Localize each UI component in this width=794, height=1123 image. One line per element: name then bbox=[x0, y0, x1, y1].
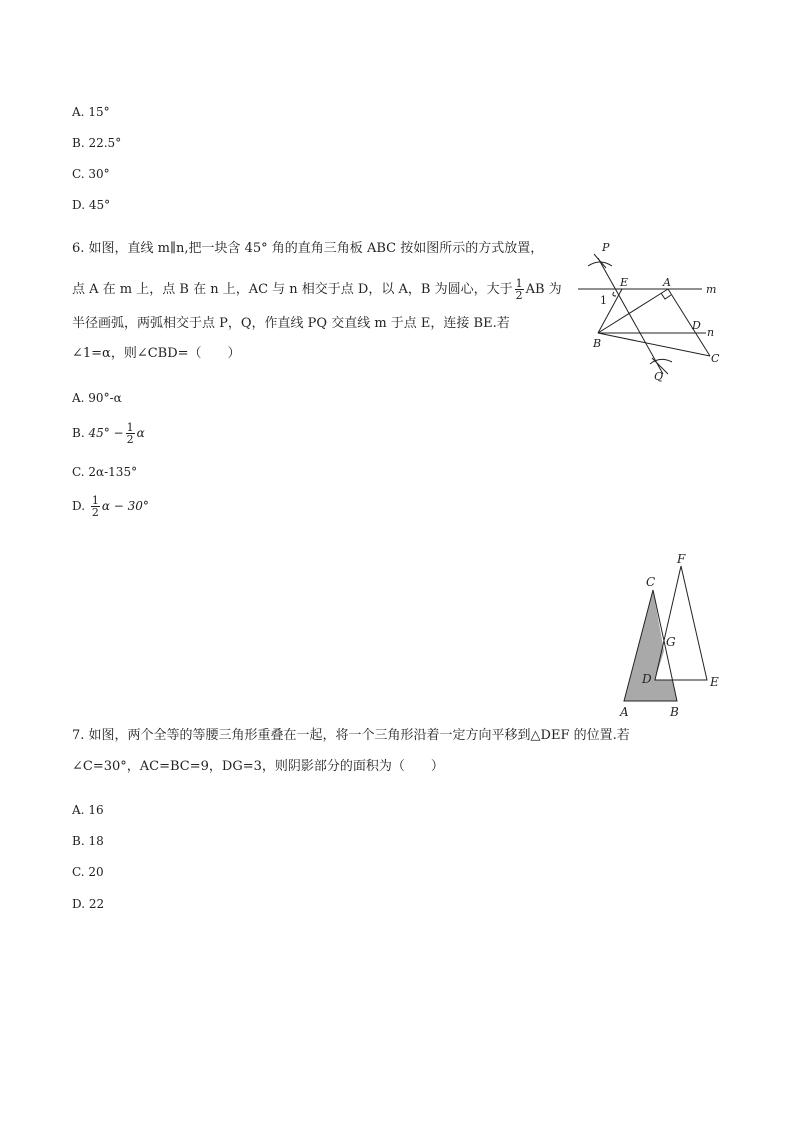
fraction-half: $\frac{1}{2}$ bbox=[126, 421, 134, 446]
fraction-half: $\frac{1}{2}$ bbox=[515, 277, 523, 302]
arc-mark-q bbox=[650, 359, 672, 364]
label-e: E bbox=[620, 276, 629, 289]
segment-bc bbox=[598, 333, 710, 356]
q7-option-c[interactable]: C. 20 bbox=[72, 865, 104, 879]
label-d: D bbox=[642, 672, 652, 686]
q6-stem-line1: 6. 如图，直线 m∥n,把一块含 45° 角的直角三角板 ABC 按如图所示的方式放置， bbox=[72, 241, 544, 256]
label-f: F bbox=[677, 552, 686, 566]
q5-option-d[interactable]: D. 45° bbox=[72, 198, 111, 212]
arc-mark-p bbox=[588, 262, 612, 266]
label-m: m bbox=[706, 283, 717, 296]
label-angle-1: 1 bbox=[600, 294, 607, 307]
label-g: G bbox=[666, 635, 676, 649]
segment-ab bbox=[598, 289, 668, 333]
label-a: A bbox=[663, 276, 671, 289]
q6-option-a[interactable]: A. 90°-α bbox=[72, 391, 122, 405]
triangle-def bbox=[655, 566, 707, 680]
label-d: D bbox=[692, 319, 701, 332]
label-a: A bbox=[620, 705, 629, 719]
q5-option-c[interactable]: C. 30° bbox=[72, 167, 110, 181]
q7-stem-line1: 7. 如图，两个全等的等腰三角形重叠在一起，将一个三角形沿着一定方向平移到△DEF 的位置.若 bbox=[72, 728, 630, 743]
q6-geometry-figure bbox=[570, 236, 730, 386]
label-c: C bbox=[646, 575, 656, 589]
label-p: P bbox=[602, 241, 610, 254]
q7-option-b[interactable]: B. 18 bbox=[72, 834, 104, 848]
fraction-half: $\frac{1}{2}$ bbox=[91, 494, 99, 519]
label-b: B bbox=[670, 705, 679, 719]
q5-option-a[interactable]: A. 15° bbox=[72, 105, 110, 119]
q7-option-d[interactable]: D. 22 bbox=[72, 897, 105, 911]
q6-option-b[interactable]: B. 45° − $\frac{1}{2}$ α bbox=[72, 421, 145, 446]
q5-option-b[interactable]: B. 22.5° bbox=[72, 136, 122, 150]
q7-geometry-figure bbox=[610, 548, 730, 720]
label-b: B bbox=[593, 337, 602, 350]
angle-1-mark bbox=[613, 292, 616, 296]
segment-ac bbox=[668, 289, 710, 356]
label-n: n bbox=[707, 326, 715, 339]
label-c: C bbox=[711, 352, 720, 365]
q7-stem-line2: ∠C=30°，AC=BC=9，DG=3，则阴影部分的面积为（ ） bbox=[72, 759, 444, 774]
label-q: Q bbox=[654, 370, 664, 383]
q6-stem-line4: ∠1=α，则∠CBD=（ ） bbox=[72, 346, 241, 361]
q6-option-c[interactable]: C. 2α-135° bbox=[72, 465, 138, 479]
label-e: E bbox=[710, 675, 719, 689]
q6-stem-line2: 点 A 在 m 上，点 B 在 n 上，AC 与 n 相交于点 D，以 A，B 为圆心，大于 $\frac{1}{2}$ AB 为 bbox=[72, 277, 562, 302]
right-angle-mark bbox=[661, 293, 671, 299]
q6-option-d[interactable]: D. $\frac{1}{2}$ α − 30° bbox=[72, 494, 149, 519]
q6-stem-line3: 半径画弧，两弧相交于点 P，Q，作直线 PQ 交直线 m 于点 E，连接 BE.若 bbox=[72, 316, 510, 331]
q7-option-a[interactable]: A. 16 bbox=[72, 803, 104, 817]
